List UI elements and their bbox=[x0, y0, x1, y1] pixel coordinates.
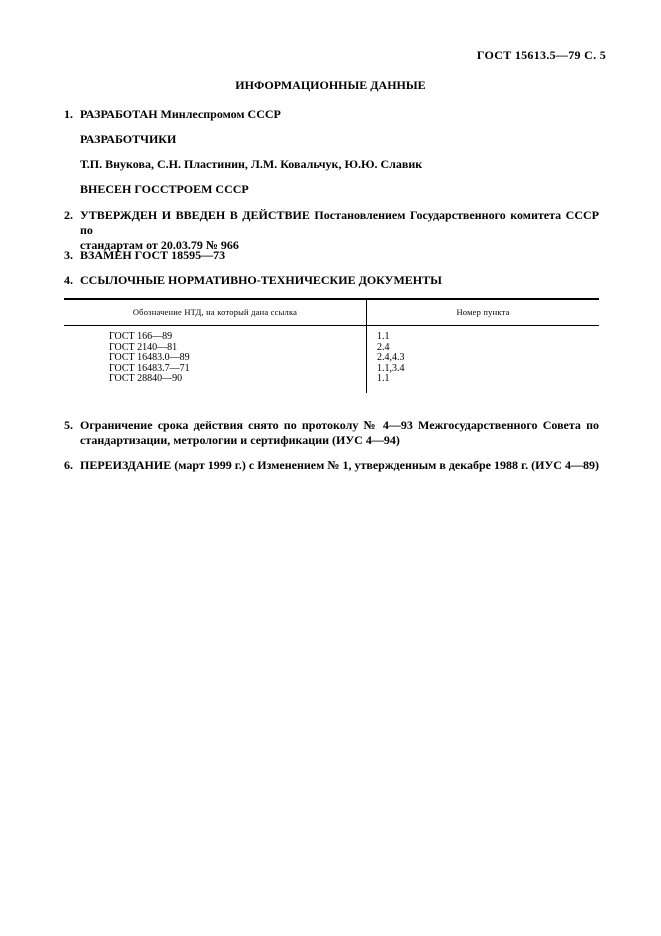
table-header-document: Обозначение НТД, на который дана ссылка bbox=[132, 307, 298, 317]
developers-list: Т.П. Внукова, С.Н. Пластинин, Л.М. Ковальчук, Ю.Ю. Славик bbox=[80, 157, 423, 171]
table-cell-document: ГОСТ 2140—81 bbox=[109, 341, 178, 353]
table-column-clauses bbox=[377, 332, 405, 385]
section-4-text: ССЫЛОЧНЫЕ НОРМАТИВНО-ТЕХНИЧЕСКИЕ ДОКУМЕНТЫ bbox=[80, 273, 442, 287]
section-4 bbox=[64, 273, 442, 288]
section-1 bbox=[64, 107, 281, 122]
table-top-rule bbox=[64, 298, 599, 300]
table-cell-clause: 1.1,3.4 bbox=[377, 362, 405, 374]
table-cell-clause: 1.1 bbox=[377, 331, 390, 342]
reference-documents-table bbox=[64, 298, 599, 393]
page-title: ИНФОРМАЦИОННЫЕ ДАННЫЕ bbox=[235, 78, 426, 92]
table-cell-clause: 1.1 bbox=[377, 373, 390, 384]
section-1-number: 1. bbox=[64, 107, 73, 121]
section-3-text: ВЗАМЕН ГОСТ 18595—73 bbox=[80, 248, 226, 262]
section-2 bbox=[64, 208, 599, 253]
section-6 bbox=[64, 458, 599, 473]
introduced-by: ВНЕСЕН ГОССТРОЕМ СССР bbox=[80, 182, 249, 196]
section-6-number: 6. bbox=[64, 458, 73, 472]
section-5-line-2: стандартизации, метрологии и сертификации (ИУС 4—94) bbox=[80, 433, 400, 447]
section-3 bbox=[64, 248, 225, 263]
table-cell-document: ГОСТ 16483.7—71 bbox=[109, 362, 190, 374]
table-cell-document: ГОСТ 16483.0—89 bbox=[109, 352, 190, 363]
section-5 bbox=[64, 418, 599, 448]
page-header: ГОСТ 15613.5—79 С. 5 bbox=[476, 48, 606, 62]
developers-heading: РАЗРАБОТЧИКИ bbox=[80, 132, 177, 146]
section-6-text: ПЕРЕИЗДАНИЕ (март 1999 г.) с Изменением № 1, утвержденным в декабре 1988 г. (ИУС 4—89) bbox=[80, 458, 599, 472]
section-3-number: 3. bbox=[64, 248, 73, 262]
section-2-line-2: стандартам от 20.03.79 № 966 bbox=[80, 238, 239, 252]
table-cell-clause: 2.4 bbox=[377, 341, 390, 353]
table-cell-document: ГОСТ 166—89 bbox=[109, 331, 173, 342]
section-5-line-1: Ограничение срока действия снято по протоколу № 4—93 Межгосударственного Совета по bbox=[80, 418, 599, 432]
section-2-number: 2. bbox=[64, 208, 73, 222]
table-cell-clause: 2.4,4.3 bbox=[377, 352, 405, 363]
table-header-clause: Номер пункта bbox=[456, 307, 510, 317]
table-cell-document: ГОСТ 28840—90 bbox=[109, 373, 183, 384]
table-column-documents bbox=[109, 332, 190, 385]
section-5-number: 5. bbox=[64, 418, 73, 432]
section-1-text: РАЗРАБОТАН Минлеспромом СССР bbox=[80, 107, 281, 121]
section-4-number: 4. bbox=[64, 273, 73, 287]
section-2-line-1: УТВЕРЖДЕН И ВВЕДЕН В ДЕЙСТВИЕ Постановлением Государственного комитета СССР по bbox=[80, 208, 599, 237]
table-header-rule bbox=[64, 325, 599, 326]
